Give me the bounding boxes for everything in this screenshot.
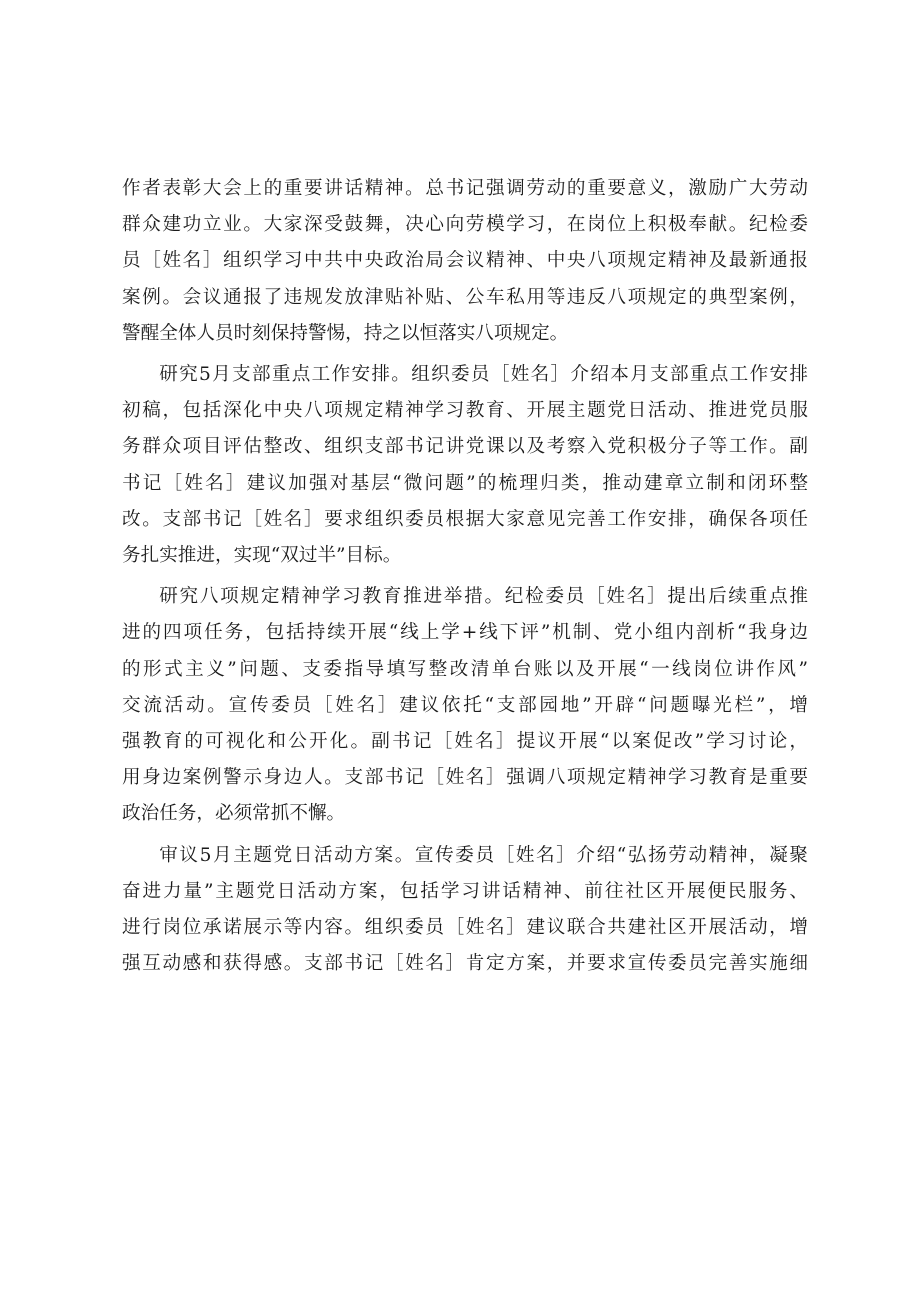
document-body (122, 171, 808, 982)
paragraph-party-day-plan (122, 838, 808, 983)
text-line: 研究八项规定精神学习教育推进举措。纪检委员［姓名］提出后续重点推 (159, 586, 808, 608)
text-line: 员［姓名］组织学习中共中央政治局会议精神、中央八项规定精神及最新通报 (122, 250, 808, 272)
text-line: 作者表彰大会上的重要讲话精神。总书记强调劳动的重要意义，激励广大劳动 (122, 178, 808, 199)
text-line: 群众建功立业。大家深受鼓舞，决心向劳模学习，在岗位上积极奉献。纪检委 (122, 214, 808, 236)
text-line: 务扎实推进，实现“双过半”目标。 (122, 545, 402, 567)
text-line: 用身边案例警示身边人。支部书记［姓名］强调八项规定精神学习教育是重要 (122, 767, 808, 789)
text-line: 案例。会议通报了违规发放津贴补贴、公车私用等违反八项规定的典型案例， (122, 286, 808, 308)
paragraph-study-session (122, 171, 808, 352)
text-line: 强互动感和获得感。支部书记［姓名］肯定方案，并要求宣传委员完善实施细 (122, 953, 808, 975)
text-line: 初稿，包括深化中央八项规定精神学习教育、开展主题党日活动、推进党员服 (122, 400, 808, 422)
text-line: 奋进力量”主题党日活动方案，包括学习讲话精神、前往社区开展便民服务、 (122, 880, 808, 902)
text-line: 警醒全体人员时刻保持警惕，持之以恒落实八项规定。 (122, 322, 569, 344)
text-line: 政治任务，必须常抓不懈。 (122, 803, 346, 825)
paragraph-eight-rules-measures (122, 579, 808, 832)
text-line: 务群众项目评估整改、组织支部书记讲党课以及考察入党积极分子等工作。副 (122, 436, 808, 458)
text-line: 研究5月支部重点工作安排。组织委员［姓名］介绍本月支部重点工作安排 (159, 364, 808, 386)
text-line: 书记［姓名］建议加强对基层“微问题”的梳理归类，推动建章立制和闭环整 (122, 472, 808, 494)
paragraph-may-work-plan (122, 357, 808, 574)
text-line: 进行岗位承诺展示等内容。组织委员［姓名］建议联合共建社区开展活动，增 (122, 917, 808, 939)
text-line: 强教育的可视化和公开化。副书记［姓名］提议开展“以案促改”学习讨论， (122, 731, 808, 753)
text-line: 进的四项任务，包括持续开展“线上学+线下评”机制、党小组内剖析“我身边 (122, 622, 808, 644)
text-line: 审议5月主题党日活动方案。宣传委员［姓名］介绍“弘扬劳动精神，凝聚 (159, 844, 808, 866)
text-line: 改。支部书记［姓名］要求组织委员根据大家意见完善工作安排，确保各项任 (122, 508, 808, 530)
text-line: 的形式主义”问题、支委指导填写整改清单台账以及开展“一线岗位讲作风” (122, 658, 808, 680)
text-line: 交流活动。宣传委员［姓名］建议依托“支部园地”开辟“问题曝光栏”，增 (122, 694, 808, 716)
